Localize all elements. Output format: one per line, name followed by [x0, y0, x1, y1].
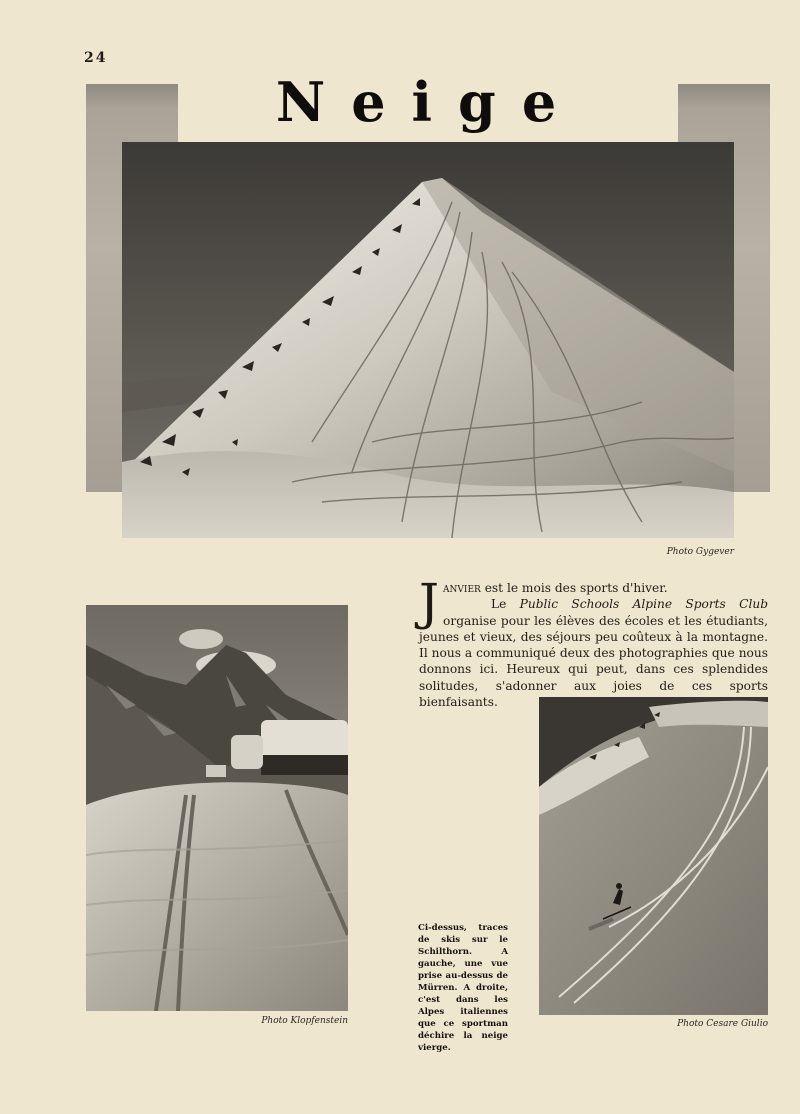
skier-image [539, 697, 768, 1015]
photo-caption: Ci-dessus, traces de skis sur le Schilthorn. A gauche, une vue prise au-dessus de Mürren. A droite, c'est dans les Alpes italiennes que ce sportman déchire la neige vierge. [418, 923, 508, 1053]
drop-cap: J [419, 573, 440, 631]
article-line1: est le mois des sports d'hiver. [480, 581, 668, 595]
photo-skier-alps [539, 697, 768, 1015]
article-club-name: Public Schools Alpine Sports Club [519, 597, 768, 612]
page-number: 24 [84, 50, 108, 66]
photo-credit-left: Photo Klopfenstein [261, 1016, 348, 1026]
murren-image [86, 605, 348, 1011]
article-lead-word: anvier [443, 581, 481, 595]
photo-credit-main: Photo Gygever [666, 547, 734, 557]
article-p2-before: Le [491, 597, 520, 612]
article-paragraph-2 [419, 596, 768, 710]
photo-credit-right: Photo Cesare Giulio [677, 1019, 768, 1029]
article-body [419, 573, 768, 710]
snow-peak-image [122, 142, 734, 538]
article-paragraph-1 [419, 580, 768, 596]
photo-ski-tracks-murren [86, 605, 348, 1011]
photo-snow-peak [122, 142, 734, 538]
article-p2-after: organise pour les élèves des écoles et les étudiants, jeunes et vieux, des séjours peu coûteux à la montagne. Il nous a communiqué deux des photographies que nous donnons ici. Heureux qui peut, dans ces splendides solitudes, s'adonner aux joies de ces sports bienfaisants. [419, 613, 768, 710]
page-title: Neige [275, 70, 583, 134]
